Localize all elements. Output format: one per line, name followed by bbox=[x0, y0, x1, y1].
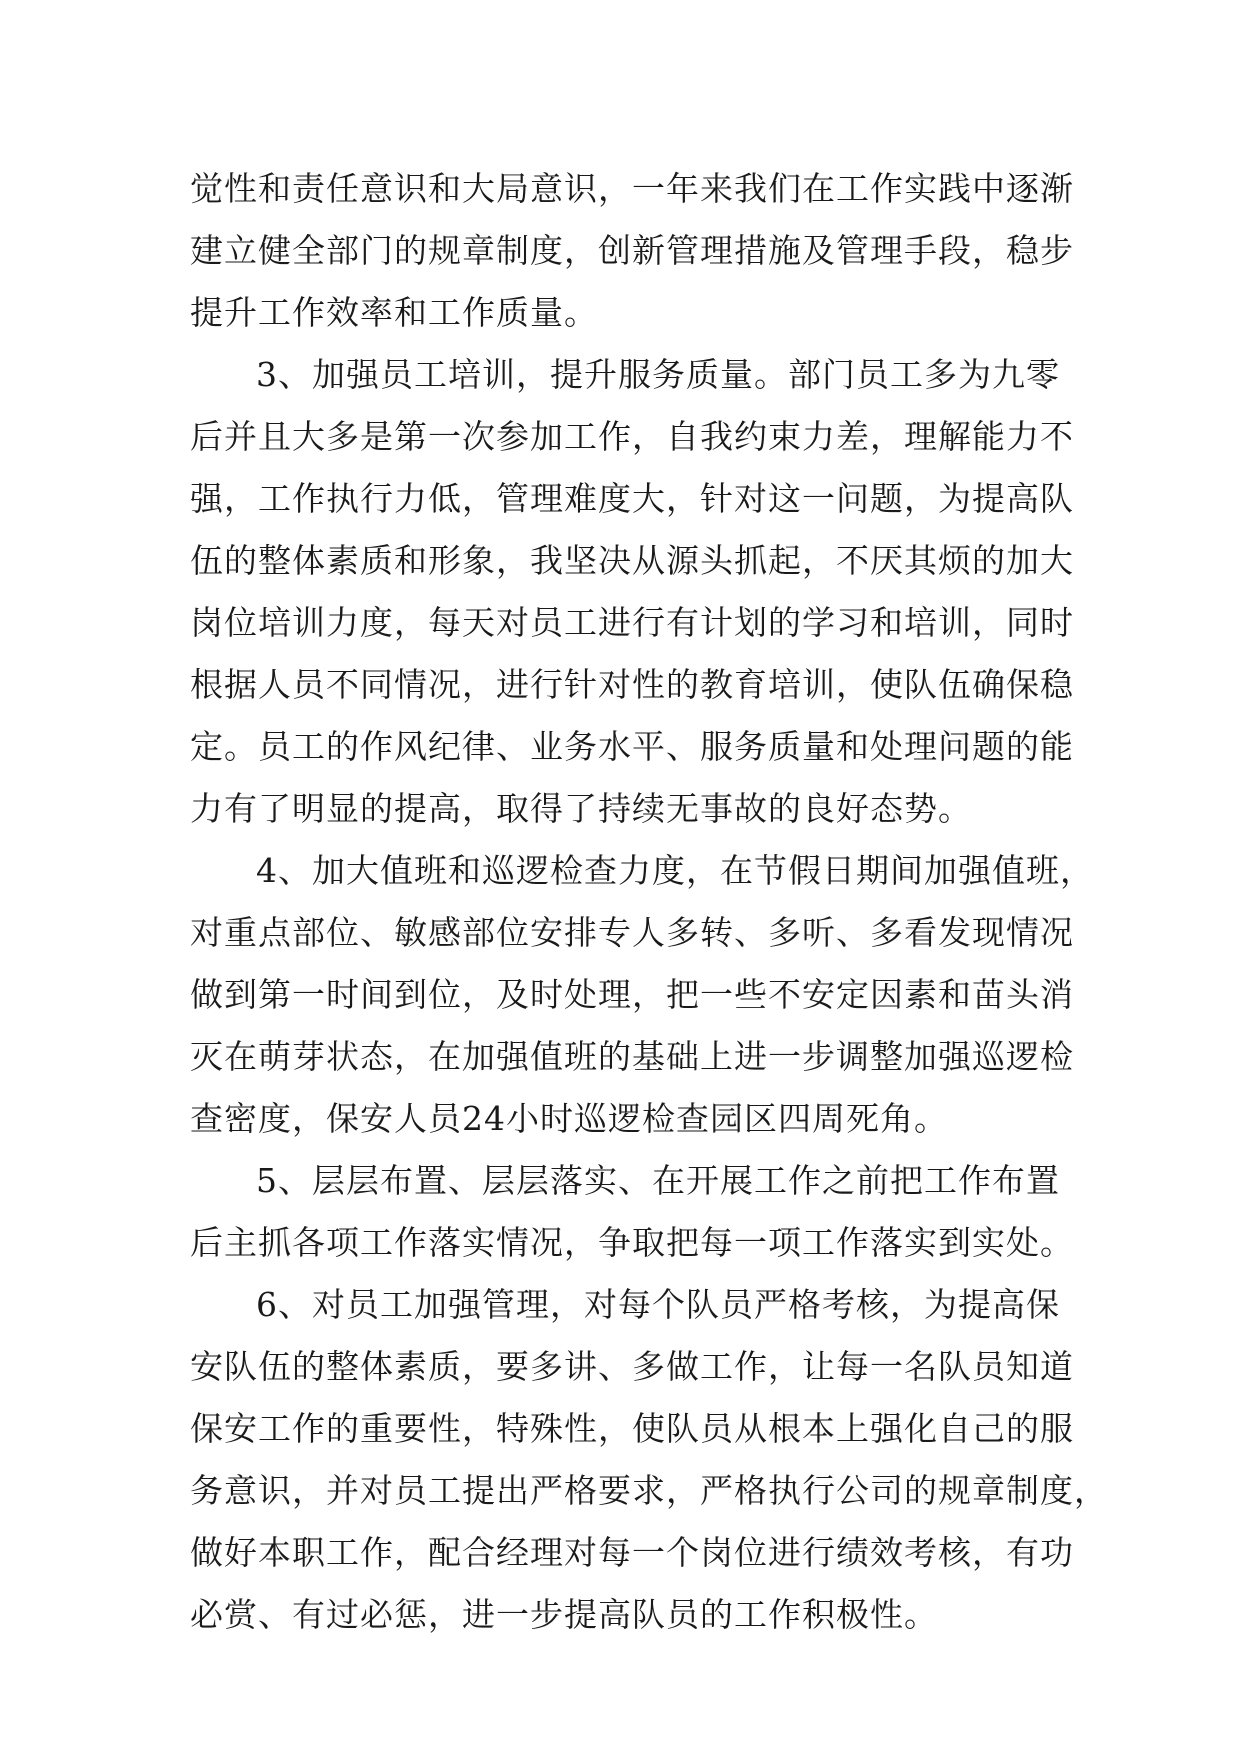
paragraph-5-first-line: 5、层层布置、层层落实、在开展工作之前把工作布置 bbox=[256, 1161, 1060, 1200]
text-line: 力有了明显的提高，取得了持续无事故的良好态势。 bbox=[190, 789, 972, 828]
text-line: 对重点部位、敏感部位安排专人多转、多听、多看发现情况 bbox=[190, 913, 1074, 952]
text-line: 根据人员不同情况，进行针对性的教育培训，使队伍确保稳 bbox=[190, 665, 1074, 704]
text-line: 务意识，并对员工提出严格要求，严格执行公司的规章制度， bbox=[190, 1471, 1108, 1510]
document-body bbox=[190, 158, 1108, 1646]
text-line: 必赏、有过必惩，进一步提高队员的工作积极性。 bbox=[190, 1595, 938, 1634]
text-line: 查密度，保安人员24小时巡逻检查园区四周死角。 bbox=[190, 1099, 948, 1138]
text-line: 后并且大多是第一次参加工作，自我约束力差，理解能力不 bbox=[190, 417, 1074, 456]
text-line: 提升工作效率和工作质量。 bbox=[190, 293, 598, 332]
paragraph-3-first-line: 3、加强员工培训，提升服务质量。部门员工多为九零 bbox=[256, 355, 1060, 394]
text-line: 后主抓各项工作落实情况，争取把每一项工作落实到实处。 bbox=[190, 1223, 1074, 1262]
text-line: 灭在萌芽状态，在加强值班的基础上进一步调整加强巡逻检 bbox=[190, 1037, 1074, 1076]
text-line: 伍的整体素质和形象，我坚决从源头抓起，不厌其烦的加大 bbox=[190, 541, 1074, 580]
text-line: 觉性和责任意识和大局意识，一年来我们在工作实践中逐渐 bbox=[190, 169, 1074, 208]
text-line: 保安工作的重要性，特殊性，使队员从根本上强化自己的服 bbox=[190, 1409, 1074, 1448]
text-line: 做到第一时间到位，及时处理，把一些不安定因素和苗头消 bbox=[190, 975, 1074, 1014]
text-line: 强，工作执行力低，管理难度大，针对这一问题，为提高队 bbox=[190, 479, 1074, 518]
text-line: 建立健全部门的规章制度，创新管理措施及管理手段，稳步 bbox=[190, 231, 1074, 270]
text-line: 定。员工的作风纪律、业务水平、服务质量和处理问题的能 bbox=[190, 727, 1074, 766]
text-line: 岗位培训力度，每天对员工进行有计划的学习和培训，同时 bbox=[190, 603, 1074, 642]
text-line: 安队伍的整体素质，要多讲、多做工作，让每一名队员知道 bbox=[190, 1347, 1074, 1386]
paragraph-4-first-line: 4、加大值班和巡逻检查力度，在节假日期间加强值班， bbox=[256, 851, 1094, 890]
paragraph-6-first-line: 6、对员工加强管理，对每个队员严格考核，为提高保 bbox=[256, 1285, 1060, 1324]
text-line: 做好本职工作，配合经理对每一个岗位进行绩效考核，有功 bbox=[190, 1533, 1074, 1572]
